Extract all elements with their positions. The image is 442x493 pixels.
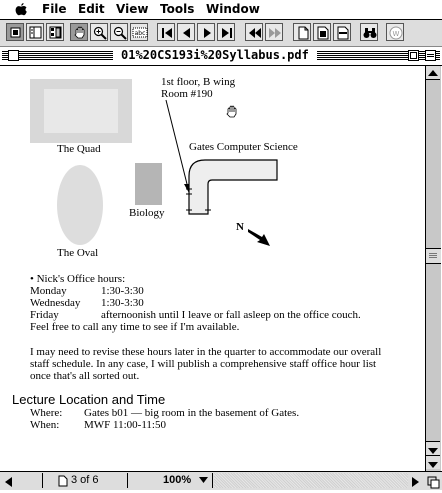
fit-width-button[interactable] — [333, 23, 351, 41]
scroll-left-button[interactable] — [2, 474, 16, 488]
close-box[interactable] — [8, 50, 19, 61]
office-hours-heading: • Nick's Office hours: — [30, 273, 126, 285]
quad-label: The Quad — [57, 143, 101, 155]
bookmarks-view-button[interactable] — [26, 23, 44, 41]
fit-width-icon — [334, 24, 352, 42]
fit-page-button[interactable] — [313, 23, 331, 41]
gates-building-diagram — [160, 96, 290, 221]
office-hours-note: Feel free to call any time to see if I'm available. — [30, 321, 240, 333]
web-link-button[interactable] — [386, 23, 404, 41]
fit-page-icon — [314, 24, 332, 42]
where-label: Where: — [30, 407, 63, 419]
zoom-out-tool-button[interactable] — [110, 23, 128, 41]
arrow-left-icon — [2, 475, 16, 489]
zoom-in-icon — [91, 24, 109, 42]
office-hours-time: 1:30-3:30 — [101, 297, 144, 309]
north-label: N — [236, 221, 244, 233]
chevron-down-icon — [199, 477, 208, 484]
scroll-right-button[interactable] — [408, 474, 422, 488]
office-hours-time: 1:30-3:30 — [101, 285, 144, 297]
hand-icon — [71, 24, 89, 42]
actual-size-icon — [294, 24, 312, 42]
when-label: When: — [30, 419, 60, 431]
first-page-button[interactable] — [157, 23, 175, 41]
next-page-button[interactable] — [197, 23, 215, 41]
menu-bar — [0, 0, 442, 20]
zoom-in-tool-button[interactable] — [90, 23, 108, 41]
page-indicator: 3 of 6 — [71, 474, 99, 486]
page-icon — [58, 475, 68, 487]
where-value: Gates b01 — big room in the basement of Gates. — [84, 407, 300, 419]
web-link-icon — [387, 24, 405, 42]
document-page — [0, 66, 425, 471]
office-hours-day: Wednesday — [30, 297, 81, 309]
oval-label: The Oval — [57, 247, 99, 259]
paragraph-line: I may need to revise these hours later in the quarter to accommodate our overall — [30, 346, 382, 358]
office-hours-day: Friday — [30, 309, 59, 321]
horizontal-scroll-track[interactable] — [214, 473, 408, 488]
find-button[interactable] — [360, 23, 378, 41]
paragraph-line: staff schedule. In any case, I will publish a comprehensive staff office hour list — [30, 358, 377, 370]
biology-building — [135, 163, 162, 205]
scroll-down-button-2[interactable] — [426, 455, 440, 469]
quad-shape — [30, 79, 132, 143]
text-select-icon — [131, 24, 149, 42]
window-title: 01%20CS193i%20Syllabus.pdf — [113, 48, 317, 62]
when-value: MWF 11:00-11:50 — [84, 419, 166, 431]
first-page-icon — [158, 24, 176, 42]
pointer-line — [166, 100, 188, 188]
go-forward-button[interactable] — [265, 23, 283, 41]
location-line-2: Room #190 — [161, 88, 213, 100]
page-only-icon — [7, 24, 25, 42]
go-forward-icon — [266, 24, 284, 42]
zoom-value: 100% — [163, 474, 192, 486]
biology-label: Biology — [129, 207, 165, 219]
go-back-icon — [246, 24, 264, 42]
oval-shape — [57, 165, 103, 245]
office-hours-day: Monday — [30, 285, 67, 297]
location-line-1: 1st floor, B wing — [161, 76, 236, 88]
north-arrow-icon — [246, 226, 272, 248]
arrow-right-icon — [408, 475, 422, 489]
lecture-heading: Lecture Location and Time — [12, 392, 166, 407]
scroll-up-button[interactable] — [426, 66, 440, 80]
svg-text:W: W — [392, 30, 400, 38]
office-hours-time: afternoonish until I leave or fall asleep on the office couch. — [101, 309, 361, 321]
apple-menu-icon[interactable] — [14, 2, 28, 17]
zoom-box[interactable] — [408, 50, 419, 61]
menu-file[interactable]: File — [42, 2, 67, 16]
bookmarks-icon — [27, 24, 45, 42]
text-select-tool-button[interactable] — [130, 23, 148, 41]
paragraph-line: once that's all sorted out. — [30, 370, 140, 382]
scroll-down-button[interactable] — [426, 441, 440, 455]
page-number-box[interactable] — [42, 473, 128, 488]
menu-view[interactable]: View — [116, 2, 149, 16]
menu-window[interactable]: Window — [206, 2, 260, 16]
vertical-scrollbar[interactable] — [425, 66, 441, 471]
arrow-down-icon — [426, 457, 440, 471]
zoom-select[interactable] — [129, 473, 213, 488]
status-bar — [0, 471, 442, 490]
svg-text:abc: abc — [134, 30, 146, 37]
collapse-box[interactable] — [425, 50, 436, 61]
gates-label: Gates Computer Science — [189, 141, 298, 153]
window-title-bar[interactable] — [0, 47, 442, 66]
page-only-view-button[interactable] — [6, 23, 24, 41]
thumbnails-icon — [47, 24, 65, 42]
hand-tool-button[interactable] — [70, 23, 88, 41]
last-page-icon — [218, 24, 236, 42]
actual-size-button[interactable] — [293, 23, 311, 41]
gates-building — [189, 160, 277, 214]
menu-edit[interactable]: Edit — [78, 2, 105, 16]
previous-page-button[interactable] — [177, 23, 195, 41]
toolbar — [0, 20, 442, 47]
go-back-button[interactable] — [245, 23, 263, 41]
previous-page-icon — [178, 24, 196, 42]
zoom-out-icon — [111, 24, 129, 42]
last-page-button[interactable] — [217, 23, 235, 41]
scroll-thumb[interactable] — [426, 248, 441, 264]
thumbnails-view-button[interactable] — [46, 23, 64, 41]
resize-grip-icon — [426, 475, 440, 489]
arrow-up-icon — [426, 67, 440, 81]
resize-grip[interactable] — [426, 474, 440, 488]
binoculars-icon — [361, 24, 379, 42]
next-page-icon — [198, 24, 216, 42]
menu-tools[interactable]: Tools — [160, 2, 195, 16]
